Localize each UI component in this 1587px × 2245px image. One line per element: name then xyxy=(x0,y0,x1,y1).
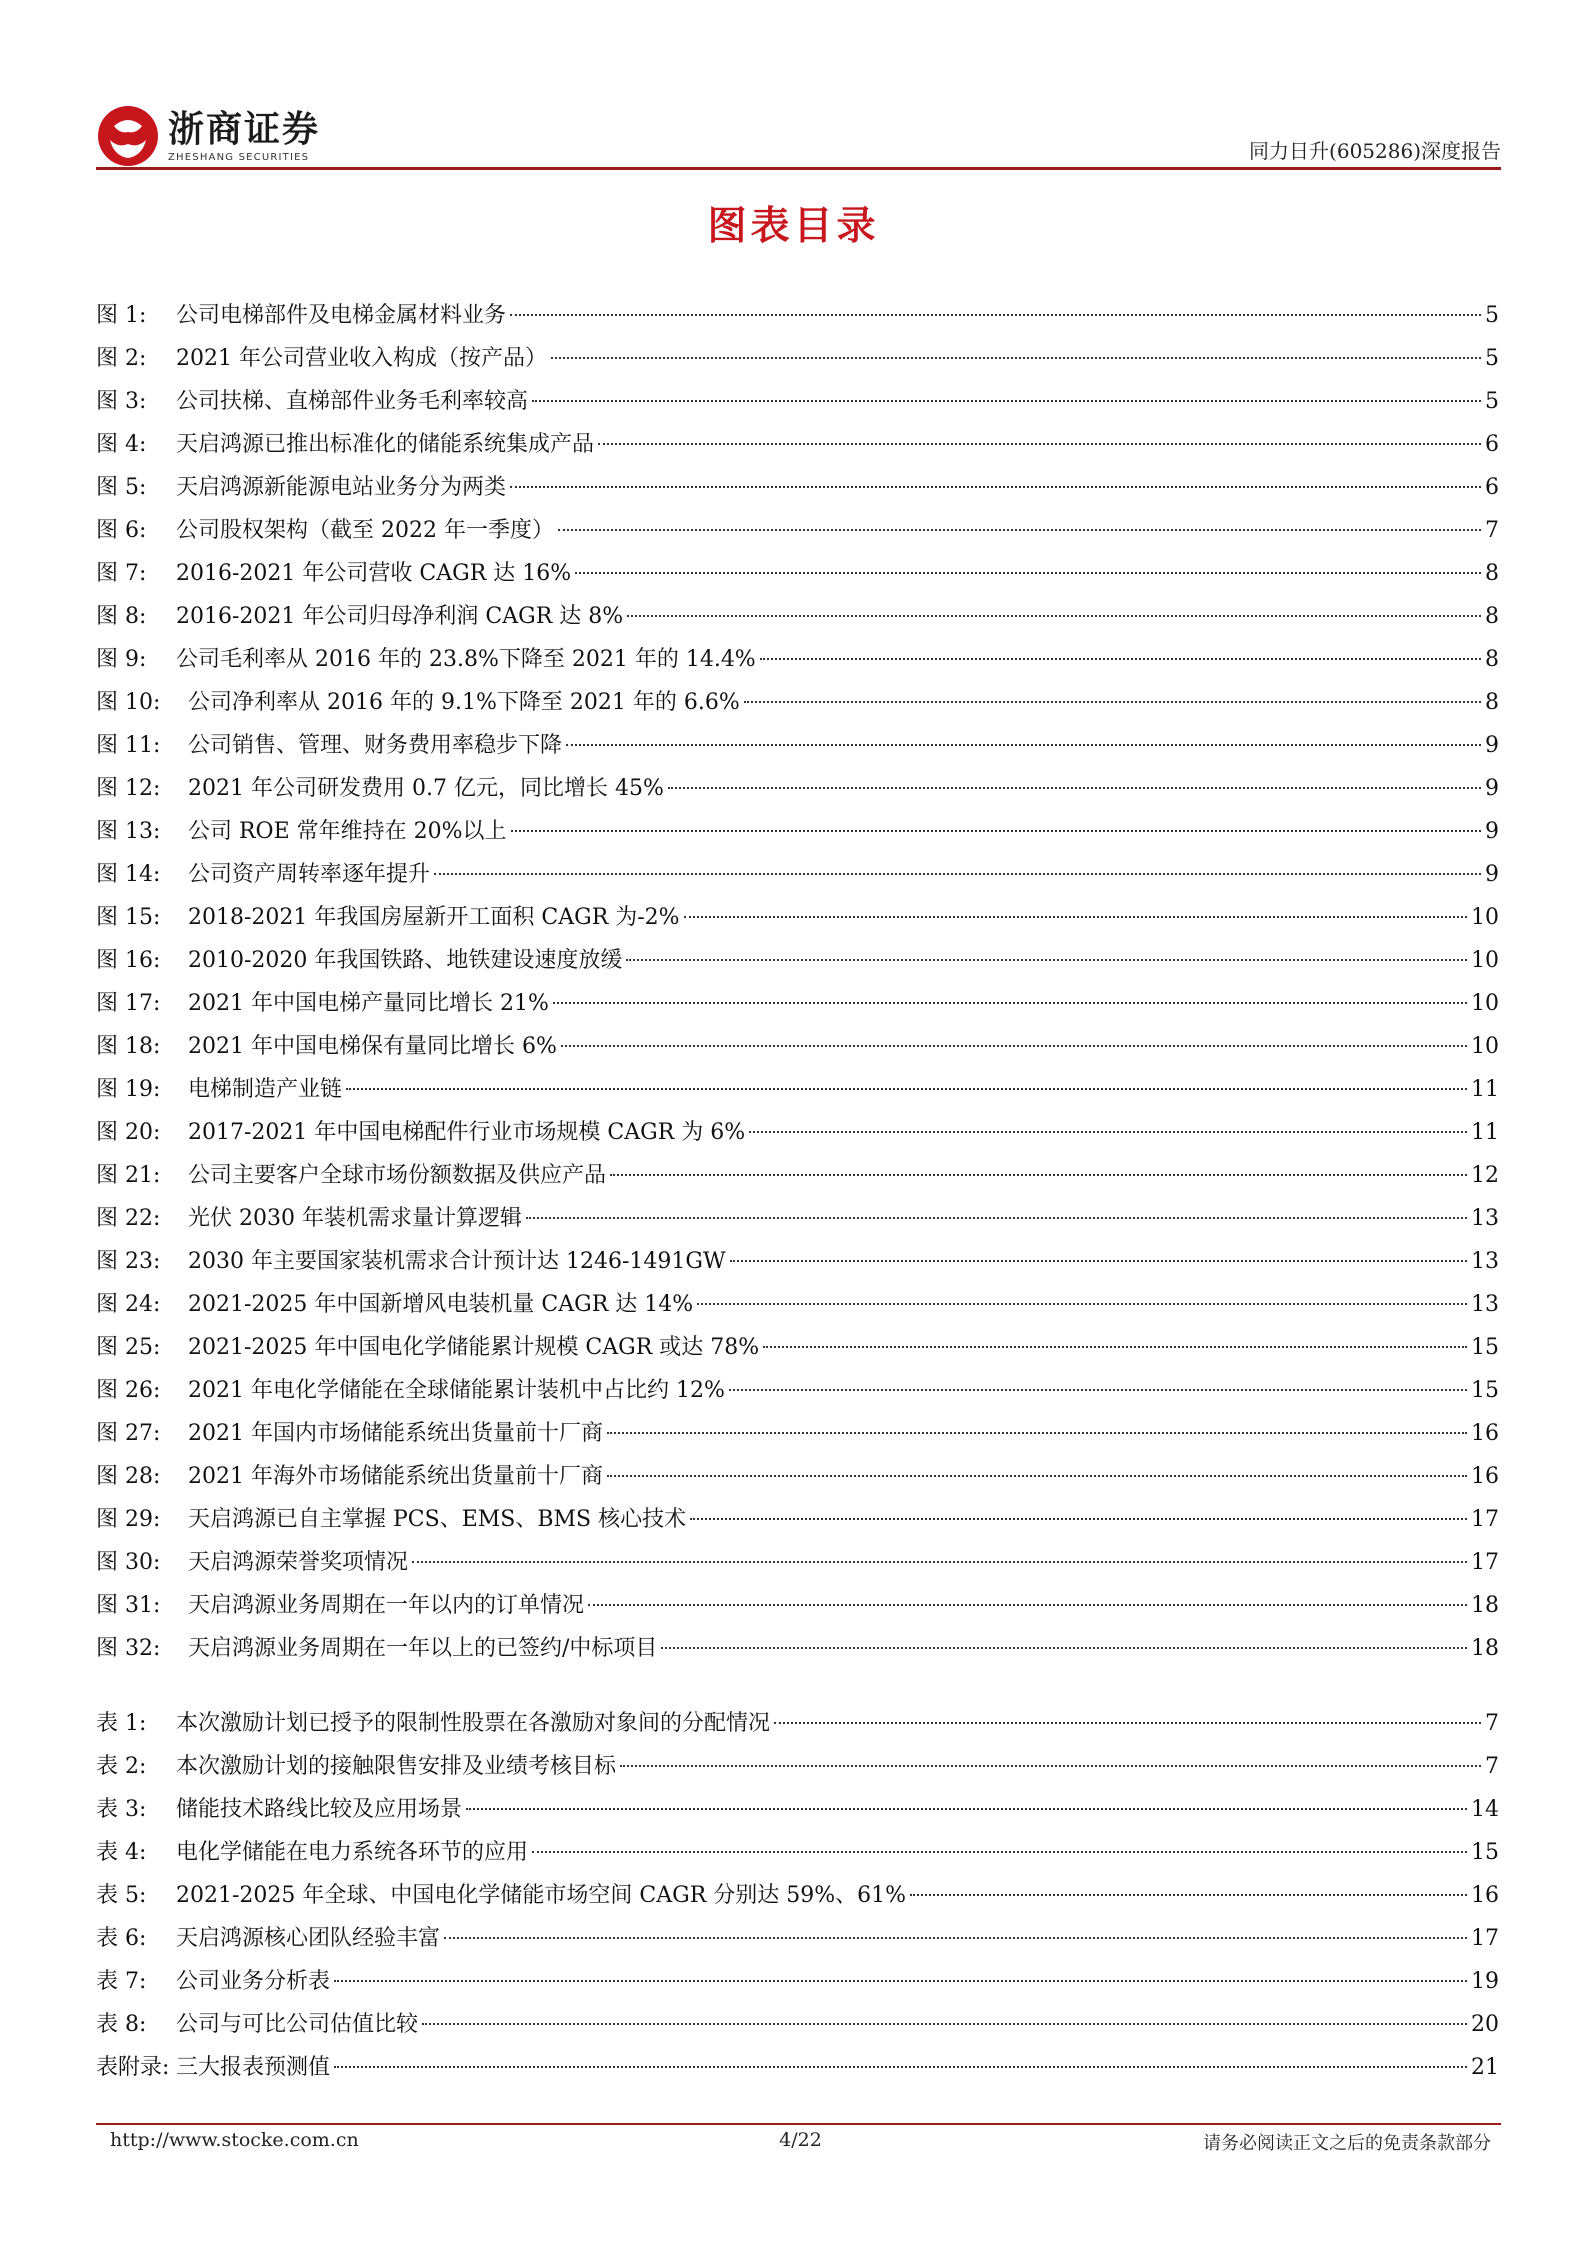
toc-entry-title: 2021-2025 年中国电化学储能累计规模 CAGR 或达 78% xyxy=(188,1335,760,1360)
toc-dot-leader xyxy=(566,744,1481,746)
toc-entry-label: 表 4: xyxy=(96,1840,147,1865)
figure-toc-entry[interactable] xyxy=(96,853,1499,896)
toc-entry-title: 2010-2020 年我国铁路、地铁建设速度放缓 xyxy=(188,948,623,973)
toc-dot-leader xyxy=(749,1131,1467,1133)
table-toc-entry[interactable] xyxy=(96,1831,1499,1874)
toc-dot-leader xyxy=(588,1604,1467,1606)
toc-dot-leader xyxy=(668,787,1481,789)
toc-entry-page: 7 xyxy=(1485,1711,1499,1736)
toc-entry-label: 图 25: xyxy=(96,1335,161,1360)
toc-entry-title: 公司业务分析表 xyxy=(176,1969,331,1994)
toc-entry-page: 9 xyxy=(1485,819,1499,844)
toc-entry-title: 本次激励计划的接触限售安排及业绩考核目标 xyxy=(176,1754,617,1779)
toc-entry-page: 8 xyxy=(1485,561,1499,586)
zheshang-logo-icon xyxy=(96,104,160,168)
page-number: 4/22 xyxy=(779,2129,822,2151)
toc-entry-label: 图 9: xyxy=(96,647,147,672)
toc-entry-label: 图 3: xyxy=(96,389,147,414)
toc-entry-label: 图 2: xyxy=(96,346,147,371)
toc-dot-leader xyxy=(774,1722,1481,1724)
toc-entry-label: 图 18: xyxy=(96,1034,161,1059)
figure-toc-entry[interactable] xyxy=(96,1283,1499,1326)
figure-toc-entry[interactable] xyxy=(96,982,1499,1025)
toc-entry-title: 2021 年公司研发费用 0.7 亿元，同比增长 45% xyxy=(188,776,664,801)
toc-dot-leader xyxy=(434,873,1481,875)
toc-entry-page: 5 xyxy=(1485,389,1499,414)
toc-dot-leader xyxy=(526,1217,1467,1219)
figure-toc-entry[interactable] xyxy=(96,552,1499,595)
header-divider xyxy=(96,167,1501,170)
toc-entry-title: 公司毛利率从 2016 年的 23.8%下降至 2021 年的 14.4% xyxy=(176,647,756,672)
toc-entry-title: 公司销售、管理、财务费用率稳步下降 xyxy=(188,733,563,758)
toc-dot-leader xyxy=(334,2066,1467,2068)
toc-entry-title: 2030 年主要国家装机需求合计预计达 1246-1491GW xyxy=(188,1249,726,1274)
toc-entry-title: 储能技术路线比较及应用场景 xyxy=(176,1797,463,1822)
toc-entry-label: 表 3: xyxy=(96,1797,147,1822)
toc-dot-leader xyxy=(627,615,1481,617)
toc-dot-leader xyxy=(510,486,1481,488)
toc-dot-leader xyxy=(553,1002,1467,1004)
figure-toc-entry[interactable] xyxy=(96,896,1499,939)
toc-entry-title: 公司主要客户全球市场份额数据及供应产品 xyxy=(188,1163,607,1188)
toc-entry-label: 表附录: xyxy=(96,2055,170,2080)
report-tag: 同力日升(605286)深度报告 xyxy=(1249,139,1501,163)
toc-entry-title: 2016-2021 年公司归母净利润 CAGR 达 8% xyxy=(176,604,624,629)
toc-entry-title: 本次激励计划已授予的限制性股票在各激励对象间的分配情况 xyxy=(176,1711,771,1736)
table-toc-entry[interactable] xyxy=(96,1745,1499,1788)
figure-list xyxy=(96,294,1499,1670)
figure-toc-entry[interactable] xyxy=(96,466,1499,509)
toc-entry-page: 10 xyxy=(1471,905,1499,930)
toc-entry-label: 图 12: xyxy=(96,776,161,801)
toc-dot-leader xyxy=(412,1561,1467,1563)
toc-entry-label: 表 1: xyxy=(96,1711,147,1736)
figure-toc-entry[interactable] xyxy=(96,1584,1499,1627)
toc-entry-label: 图 29: xyxy=(96,1507,161,1532)
toc-entry-label: 图 5: xyxy=(96,475,147,500)
toc-entry-page: 15 xyxy=(1471,1378,1499,1403)
toc-entry-page: 16 xyxy=(1471,1421,1499,1446)
figure-toc-entry[interactable] xyxy=(96,1412,1499,1455)
logo-english-name: ZHESHANG SECURITIES xyxy=(168,151,310,163)
toc-entry-label: 图 13: xyxy=(96,819,161,844)
toc-entry-title: 2021-2025 年全球、中国电化学储能市场空间 CAGR 分别达 59%、61% xyxy=(176,1883,907,1908)
table-toc-entry[interactable] xyxy=(96,1960,1499,2003)
toc-entry-page: 5 xyxy=(1485,346,1499,371)
figure-toc-entry[interactable] xyxy=(96,638,1499,681)
toc-entry-title: 三大报表预测值 xyxy=(176,2055,331,2080)
toc-entry-title: 2018-2021 年我国房屋新开工面积 CAGR 为-2% xyxy=(188,905,680,930)
toc-entry-page: 18 xyxy=(1471,1593,1499,1618)
toc-entry-label: 图 15: xyxy=(96,905,161,930)
toc-entry-title: 2021 年中国电梯保有量同比增长 6% xyxy=(188,1034,557,1059)
toc-dot-leader xyxy=(610,1174,1467,1176)
toc-dot-leader xyxy=(575,572,1481,574)
toc-entry-label: 表 6: xyxy=(96,1926,147,1951)
toc-entry-title: 电化学储能在电力系统各环节的应用 xyxy=(176,1840,529,1865)
toc-entry-page: 10 xyxy=(1471,1034,1499,1059)
toc-entry-title: 天启鸿源已推出标准化的储能系统集成产品 xyxy=(176,432,595,457)
toc-entry-label: 图 7: xyxy=(96,561,147,586)
figure-toc-entry[interactable] xyxy=(96,724,1499,767)
toc-entry-page: 16 xyxy=(1471,1883,1499,1908)
table-toc-entry[interactable] xyxy=(96,1788,1499,1831)
toc-dot-leader xyxy=(532,1851,1467,1853)
toc-entry-page: 12 xyxy=(1471,1163,1499,1188)
toc-entry-label: 图 8: xyxy=(96,604,147,629)
toc-entry-page: 13 xyxy=(1471,1249,1499,1274)
toc-dot-leader xyxy=(607,1432,1467,1434)
toc-entry-label: 表 5: xyxy=(96,1883,147,1908)
toc-entry-title: 2021 年公司营业收入构成（按产品） xyxy=(176,346,547,371)
logo-chinese-name: 浙商证券 xyxy=(168,108,321,150)
footer-url-link[interactable]: http://www.stocke.com.cn xyxy=(110,2129,359,2151)
toc-entry-page: 10 xyxy=(1471,991,1499,1016)
toc-entry-title: 公司与可比公司估值比较 xyxy=(176,2012,419,2037)
toc-entry-title: 2021-2025 年中国新增风电装机量 CAGR 达 14% xyxy=(188,1292,694,1317)
toc-entry-label: 图 16: xyxy=(96,948,161,973)
toc-dot-leader xyxy=(422,2023,1467,2025)
toc-entry-title: 2021 年海外市场储能系统出货量前十厂商 xyxy=(188,1464,603,1489)
figure-toc-entry[interactable] xyxy=(96,1455,1499,1498)
figure-toc-entry[interactable] xyxy=(96,767,1499,810)
toc-entry-label: 图 22: xyxy=(96,1206,161,1231)
toc-entry-title: 天启鸿源业务周期在一年以上的已签约/中标项目 xyxy=(188,1636,658,1661)
toc-entry-page: 21 xyxy=(1471,2055,1499,2080)
toc-entry-page: 5 xyxy=(1485,303,1499,328)
table-toc-entry[interactable] xyxy=(96,1874,1499,1917)
toc-entry-title: 公司扶梯、直梯部件业务毛利率较高 xyxy=(176,389,529,414)
toc-entry-page: 8 xyxy=(1485,647,1499,672)
toc-dot-leader xyxy=(558,529,1481,531)
table-toc-entry[interactable] xyxy=(96,2046,1499,2089)
figure-toc-entry[interactable] xyxy=(96,939,1499,982)
toc-entry-label: 图 30: xyxy=(96,1550,161,1575)
figure-toc-entry[interactable] xyxy=(96,1111,1499,1154)
toc-entry-page: 8 xyxy=(1485,604,1499,629)
toc-entry-page: 13 xyxy=(1471,1292,1499,1317)
toc-dot-leader xyxy=(744,701,1481,703)
table-toc-entry[interactable] xyxy=(96,1702,1499,1745)
toc-dot-leader xyxy=(760,658,1481,660)
toc-entry-page: 14 xyxy=(1471,1797,1499,1822)
toc-entry-page: 13 xyxy=(1471,1206,1499,1231)
toc-entry-page: 15 xyxy=(1471,1840,1499,1865)
toc-entry-page: 15 xyxy=(1471,1335,1499,1360)
figure-toc-entry[interactable] xyxy=(96,1197,1499,1240)
toc-entry-label: 图 26: xyxy=(96,1378,161,1403)
toc-entry-label: 图 6: xyxy=(96,518,147,543)
toc-entry-label: 图 11: xyxy=(96,733,161,758)
toc-dot-leader xyxy=(444,1937,1467,1939)
toc-entry-label: 图 19: xyxy=(96,1077,161,1102)
toc-entry-page: 11 xyxy=(1471,1077,1499,1102)
toc-entry-label: 图 24: xyxy=(96,1292,161,1317)
toc-entry-page: 7 xyxy=(1485,1754,1499,1779)
toc-dot-leader xyxy=(334,1980,1467,1982)
figure-toc-entry[interactable] xyxy=(96,1326,1499,1369)
toc-entry-label: 图 21: xyxy=(96,1163,161,1188)
toc-entry-title: 公司电梯部件及电梯金属材料业务 xyxy=(176,303,507,328)
toc-entry-label: 图 31: xyxy=(96,1593,161,1618)
toc-entry-label: 图 1: xyxy=(96,303,147,328)
toc-entry-page: 7 xyxy=(1485,518,1499,543)
toc-entry-title: 天启鸿源已自主掌握 PCS、EMS、BMS 核心技术 xyxy=(188,1507,687,1532)
toc-dot-leader xyxy=(551,357,1481,359)
toc-entry-page: 17 xyxy=(1471,1926,1499,1951)
toc-dot-leader xyxy=(532,400,1481,402)
toc-dot-leader xyxy=(697,1303,1467,1305)
toc-dot-leader xyxy=(510,314,1481,316)
table-toc-entry[interactable] xyxy=(96,1917,1499,1960)
toc-dot-leader xyxy=(910,1894,1467,1896)
table-toc-entry[interactable] xyxy=(96,2003,1499,2046)
toc-entry-label: 表 8: xyxy=(96,2012,147,2037)
page-header xyxy=(96,95,1501,173)
toc-entry-title: 2021 年电化学储能在全球储能累计装机中占比约 12% xyxy=(188,1378,725,1403)
toc-entry-label: 图 4: xyxy=(96,432,147,457)
toc-entry-label: 表 2: xyxy=(96,1754,147,1779)
toc-dot-leader xyxy=(684,916,1467,918)
toc-entry-title: 公司资产周转率逐年提升 xyxy=(188,862,431,887)
toc-dot-leader xyxy=(466,1808,1467,1810)
toc-dot-leader xyxy=(511,830,1481,832)
footer-disclaimer: 请务必阅读正文之后的免责条款部分 xyxy=(1203,2133,1491,2154)
toc-dot-leader xyxy=(561,1045,1467,1047)
toc-entry-page: 6 xyxy=(1485,475,1499,500)
toc-entry-label: 图 27: xyxy=(96,1421,161,1446)
toc-entry-page: 19 xyxy=(1471,1969,1499,1994)
table-list xyxy=(96,1702,1499,2089)
toc-entry-title: 2017-2021 年中国电梯配件行业市场规模 CAGR 为 6% xyxy=(188,1120,746,1145)
toc-entry-page: 9 xyxy=(1485,776,1499,801)
toc-entry-title: 光伏 2030 年装机需求量计算逻辑 xyxy=(188,1206,522,1231)
toc-entry-page: 11 xyxy=(1471,1120,1499,1145)
toc-dot-leader xyxy=(607,1475,1467,1477)
toc-entry-page: 17 xyxy=(1471,1550,1499,1575)
figure-toc-entry[interactable] xyxy=(96,1154,1499,1197)
toc-entry-page: 9 xyxy=(1485,862,1499,887)
toc-entry-page: 16 xyxy=(1471,1464,1499,1489)
page-title: 图表目录 xyxy=(707,203,880,249)
toc-entry-page: 6 xyxy=(1485,432,1499,457)
figure-toc-entry[interactable] xyxy=(96,1369,1499,1412)
toc-dot-leader xyxy=(620,1765,1481,1767)
toc-entry-label: 图 17: xyxy=(96,991,161,1016)
toc-dot-leader xyxy=(346,1088,1467,1090)
figure-toc-entry[interactable] xyxy=(96,380,1499,423)
toc-entry-title: 2021 年中国电梯产量同比增长 21% xyxy=(188,991,549,1016)
toc-entry-page: 9 xyxy=(1485,733,1499,758)
toc-entry-label: 图 23: xyxy=(96,1249,161,1274)
footer-divider xyxy=(96,2123,1501,2125)
figure-toc-entry[interactable] xyxy=(96,337,1499,380)
toc-entry-page: 8 xyxy=(1485,690,1499,715)
toc-dot-leader xyxy=(626,959,1467,961)
toc-dot-leader xyxy=(661,1647,1467,1649)
figure-toc-entry[interactable] xyxy=(96,1541,1499,1584)
toc-entry-title: 公司 ROE 常年维持在 20%以上 xyxy=(188,819,507,844)
toc-entry-label: 图 32: xyxy=(96,1636,161,1661)
figure-toc-entry[interactable] xyxy=(96,681,1499,724)
figure-toc-entry[interactable] xyxy=(96,1498,1499,1541)
toc-entry-label: 图 28: xyxy=(96,1464,161,1489)
toc-entry-page: 18 xyxy=(1471,1636,1499,1661)
toc-dot-leader xyxy=(730,1260,1467,1262)
toc-entry-title: 天启鸿源新能源电站业务分为两类 xyxy=(176,475,507,500)
toc-entry-label: 表 7: xyxy=(96,1969,147,1994)
figure-toc-entry[interactable] xyxy=(96,294,1499,337)
figure-toc-entry[interactable] xyxy=(96,1627,1499,1670)
figure-toc-entry[interactable] xyxy=(96,1240,1499,1283)
figure-toc-entry[interactable] xyxy=(96,1068,1499,1111)
toc-entry-title: 电梯制造产业链 xyxy=(188,1077,343,1102)
toc-entry-label: 图 20: xyxy=(96,1120,161,1145)
toc-dot-leader xyxy=(729,1389,1467,1391)
figure-toc-entry[interactable] xyxy=(96,810,1499,853)
toc-entry-title: 2016-2021 年公司营收 CAGR 达 16% xyxy=(176,561,572,586)
toc-entry-title: 天启鸿源荣誉奖项情况 xyxy=(188,1550,409,1575)
figure-toc-entry[interactable] xyxy=(96,1025,1499,1068)
toc-entry-title: 公司股权架构（截至 2022 年一季度） xyxy=(176,518,554,543)
toc-entry-title: 2021 年国内市场储能系统出货量前十厂商 xyxy=(188,1421,603,1446)
toc-entry-page: 10 xyxy=(1471,948,1499,973)
toc-entry-page: 20 xyxy=(1471,2012,1499,2037)
toc-entry-title: 天启鸿源核心团队经验丰富 xyxy=(176,1926,441,1951)
figure-toc-entry[interactable] xyxy=(96,509,1499,552)
figure-toc-entry[interactable] xyxy=(96,423,1499,466)
toc-entry-page: 17 xyxy=(1471,1507,1499,1532)
toc-entry-title: 公司净利率从 2016 年的 9.1%下降至 2021 年的 6.6% xyxy=(188,690,740,715)
toc-dot-leader xyxy=(598,443,1481,445)
toc-dot-leader xyxy=(763,1346,1467,1348)
figure-toc-entry[interactable] xyxy=(96,595,1499,638)
toc-entry-title: 天启鸿源业务周期在一年以内的订单情况 xyxy=(188,1593,585,1618)
toc-entry-label: 图 14: xyxy=(96,862,161,887)
toc-dot-leader xyxy=(690,1518,1467,1520)
toc-entry-label: 图 10: xyxy=(96,690,161,715)
company-logo xyxy=(96,103,320,169)
